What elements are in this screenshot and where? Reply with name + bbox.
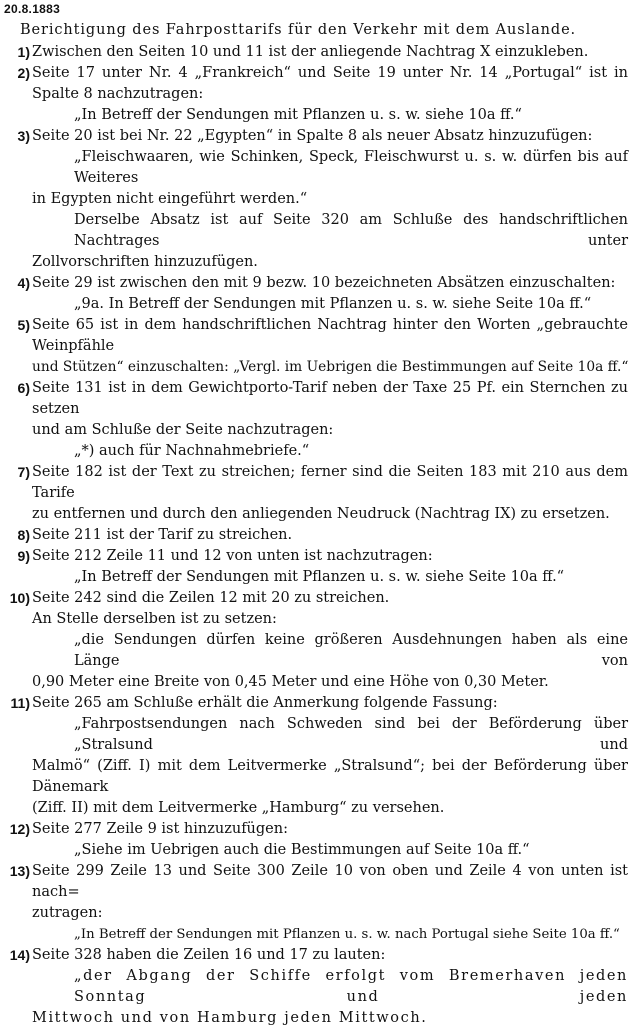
item-text: Seite 242 sind die Zeilen 12 mit 20 zu streichen. xyxy=(32,590,390,606)
item-quote: „Siehe im Uebrigen auch die Bestimmungen auf Seite 10a ff.“ xyxy=(74,842,530,858)
item-text: Seite 328 haben die Zeilen 16 und 17 zu lauten: xyxy=(32,947,386,963)
item-text: zu entfernen und durch den anliegenden Neudruck (Nachtrag IX) zu ersetzen. xyxy=(32,506,610,522)
item-number: 1) xyxy=(17,44,30,60)
document-date: 20.8.1883 xyxy=(4,2,61,16)
correction-item-10 xyxy=(4,588,628,693)
item-quote: „In Betreff der Sendungen mit Pflanzen u. s. w. nach Portugal siehe Seite 10a ff.“ xyxy=(74,927,620,942)
correction-item-9 xyxy=(4,546,628,588)
item-text: zutragen: xyxy=(32,905,103,921)
item-text: Derselbe Absatz ist auf Seite 320 am Schluße des handschriftlichen Nachtrages unter xyxy=(74,212,628,249)
item-text: Seite 265 am Schluße erhält die Anmerkung folgende Fassung: xyxy=(32,695,498,711)
correction-item-4 xyxy=(4,273,628,315)
item-text: Seite 212 Zeile 11 und 12 von unten ist nachzutragen: xyxy=(32,548,433,564)
item-text: Seite 65 ist in dem handschriftlichen Nachtrag hinter den Worten „gebrauchte Weinpfähle xyxy=(32,317,628,354)
item-number: 8) xyxy=(17,527,30,543)
item-quote: in Egypten nicht eingeführt werden.“ xyxy=(32,191,308,207)
item-text: An Stelle derselben ist zu setzen: xyxy=(32,611,277,627)
item-text: Spalte 8 nachzutragen: xyxy=(32,86,204,102)
item-quote: „der Abgang der Schiffe erfolgt vom Bremerhaven jeden Sonntag und jeden xyxy=(74,968,628,1005)
item-number: 13) xyxy=(9,863,30,879)
item-text: Seite 182 ist der Text zu streichen; ferner sind die Seiten 183 mit 210 aus dem Tarife xyxy=(32,464,628,501)
item-text: Seite 17 unter Nr. 4 „Frankreich“ und Seite 19 unter Nr. 14 „Portugal“ ist in xyxy=(32,65,628,81)
correction-item-12 xyxy=(4,819,628,861)
correction-item-7 xyxy=(4,462,628,525)
corrections-list xyxy=(4,42,628,1029)
correction-item-13 xyxy=(4,861,628,945)
item-text: Seite 29 ist zwischen den mit 9 bezw. 10 bezeichneten Absätzen einzuschalten: xyxy=(32,275,616,291)
item-text: Zwischen den Seiten 10 und 11 ist der anliegende Nachtrag X einzukleben. xyxy=(32,44,589,60)
item-text: und Stützen“ einzuschalten: „Vergl. im Uebrigen die Bestimmungen auf Seite 10a ff.“ xyxy=(32,359,629,375)
item-quote: „In Betreff der Sendungen mit Pflanzen u. s. w. siehe 10a ff.“ xyxy=(74,107,522,123)
item-quote: 0,90 Meter eine Breite von 0,45 Meter und eine Höhe von 0,30 Meter. xyxy=(32,674,549,690)
correction-item-1 xyxy=(4,42,628,63)
correction-item-2 xyxy=(4,63,628,126)
item-number: 14) xyxy=(9,947,30,963)
correction-item-6 xyxy=(4,378,628,462)
item-quote: Malmö“ (Ziff. I) mit dem Leitvermerke „Stralsund“; bei der Beförderung über Dänemark xyxy=(32,758,628,795)
correction-item-3 xyxy=(4,126,628,273)
item-text: und am Schluße der Seite nachzutragen: xyxy=(32,422,334,438)
item-text: Seite 211 ist der Tarif zu streichen. xyxy=(32,527,293,543)
item-number: 12) xyxy=(9,821,30,837)
item-text: Seite 277 Zeile 9 ist hinzuzufügen: xyxy=(32,821,288,837)
correction-item-11 xyxy=(4,693,628,819)
item-number: 5) xyxy=(17,317,30,333)
item-quote: (Ziff. II) mit dem Leitvermerke „Hamburg“ zu versehen. xyxy=(32,800,445,816)
item-quote: „die Sendungen dürfen keine größeren Ausdehnungen haben als eine Länge von xyxy=(74,632,628,669)
item-text: Seite 299 Zeile 13 und Seite 300 Zeile 10 von oben und Zeile 4 von unten ist nach= xyxy=(32,863,628,900)
item-quote: „*) auch für Nachnahmebriefe.“ xyxy=(74,443,310,459)
item-text: Seite 131 ist in dem Gewichtporto-Tarif neben der Taxe 25 Pf. ein Sternchen zu setzen xyxy=(32,380,628,417)
item-text: Zollvorschriften hinzuzufügen. xyxy=(32,254,258,270)
item-quote: „Fahrpostsendungen nach Schweden sind bei der Beförderung über „Stralsund und xyxy=(74,716,628,753)
correction-item-5 xyxy=(4,315,628,378)
item-number: 3) xyxy=(17,128,30,144)
correction-item-8 xyxy=(4,525,628,546)
item-quote: „9a. In Betreff der Sendungen mit Pflanzen u. s. w. siehe Seite 10a ff.“ xyxy=(74,296,592,312)
item-number: 6) xyxy=(17,380,30,396)
item-number: 4) xyxy=(17,275,30,291)
item-number: 9) xyxy=(17,548,30,564)
item-number: 7) xyxy=(17,464,30,480)
document-title: Berichtigung des Fahrposttarifs für den Verkehr mit dem Auslande. xyxy=(20,22,577,38)
item-quote: „Fleischwaaren, wie Schinken, Speck, Fleischwurst u. s. w. dürfen bis auf Weiteres xyxy=(74,149,628,186)
item-text: Seite 20 ist bei Nr. 22 „Egypten“ in Spalte 8 als neuer Absatz hinzuzufügen: xyxy=(32,128,593,144)
item-quote: Mittwoch und von Hamburg jeden Mittwoch. xyxy=(32,1010,428,1026)
item-number: 2) xyxy=(17,65,30,81)
item-quote: „In Betreff der Sendungen mit Pflanzen u. s. w. siehe Seite 10a ff.“ xyxy=(74,569,565,585)
correction-item-14 xyxy=(4,945,628,1029)
item-number: 10) xyxy=(9,590,30,606)
item-number: 11) xyxy=(10,695,30,711)
